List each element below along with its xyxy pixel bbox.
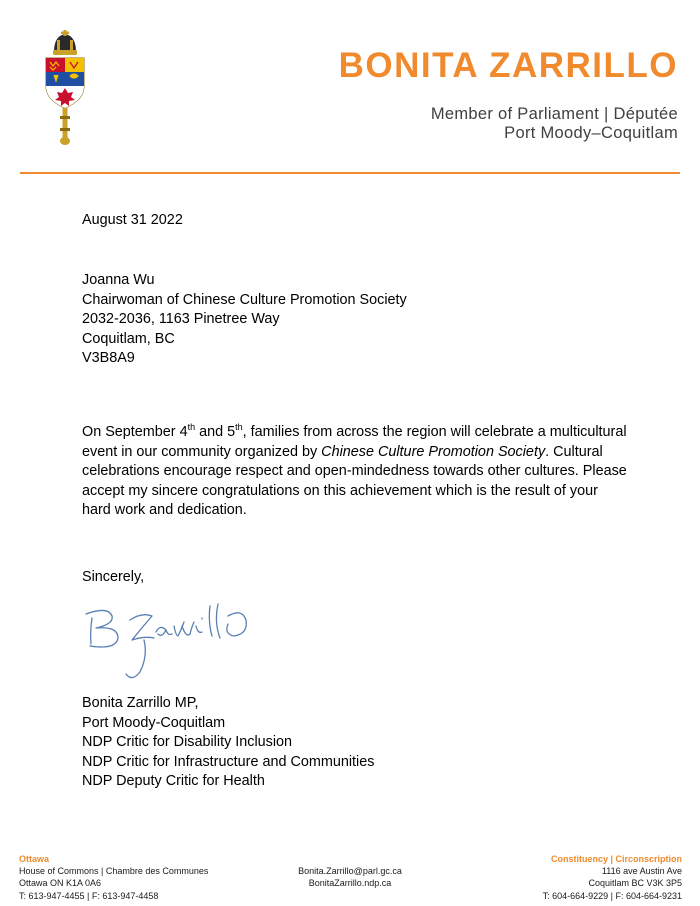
footer-constituency-line: Coquitlam BC V3K 3P5 (588, 878, 682, 889)
body-text: . Cultural celebrations encourage respect and open-mindedness towards other cultures. Please accept my sincere congratulations on this achievement which is the result of your hard work and dedication. (82, 443, 627, 518)
body-superscript: th (235, 422, 243, 433)
footer-ottawa-phone: T: 613-947-4455 | F: 613-947-4458 (19, 890, 159, 901)
signatory-name: Bonita Zarrillo MP, (82, 695, 199, 711)
signatory-critic-role: NDP Deputy Critic for Health (82, 773, 265, 789)
footer-ottawa-line: Ottawa ON K1A 0A6 (19, 878, 102, 889)
recipient-address (82, 271, 622, 369)
recipient-name: Joanna Wu (82, 272, 155, 288)
closing-block (82, 694, 622, 792)
body-text: , families from across the region will celebrate a multicultural event in our community organized by (82, 424, 627, 460)
recipient-postal: V3B8A9 (82, 350, 135, 366)
header-divider (20, 172, 680, 174)
footer-ottawa-heading: Ottawa (19, 854, 50, 864)
footer-constituency-heading: Constituency | Circonscription (550, 854, 682, 864)
signatory-critic-role: NDP Critic for Infrastructure and Communities (82, 753, 375, 770)
signatory-critic-role: NDP Critic for Disability Inclusion (82, 734, 293, 750)
body-text: On September 4 (82, 424, 188, 440)
mp-riding-line: Port Moody–Coquitlam (504, 124, 678, 142)
recipient-role: Chairwoman of Chinese Culture Promotion Society (82, 291, 407, 308)
organization-name: Chinese Culture Promotion Society (321, 443, 546, 460)
footer-constituency-line: 1116 ave Austin Ave (601, 866, 682, 877)
mp-name-heading: BONITA ZARRILLO (338, 46, 678, 85)
footer-constituency-office (543, 853, 682, 902)
signoff: Sincerely, (82, 569, 145, 585)
body-superscript: th (187, 422, 196, 433)
footer-email-link[interactable]: Bonita.Zarrillo@parl.gc.ca (298, 866, 402, 876)
letter-date: August 31 2022 (82, 212, 183, 228)
footer-website-link[interactable]: BonitaZarrillo.ndp.ca (308, 878, 392, 889)
body-text: and 5 (195, 424, 236, 440)
mp-title-line: Member of Parliament | Députée (430, 105, 678, 123)
recipient-city: Coquitlam, BC (82, 330, 175, 347)
handwritten-signature-icon (78, 596, 308, 688)
footer-ottawa-line: House of Commons | Chambre des Communes (19, 866, 209, 877)
letter-body (82, 423, 627, 521)
recipient-street: 2032-2036, 1163 Pinetree Way (82, 311, 280, 327)
canada-house-of-commons-crest-icon (40, 30, 90, 146)
signatory-riding: Port Moody-Coquitlam (82, 714, 226, 731)
footer-contact (250, 865, 450, 889)
footer-ottawa-office (19, 853, 208, 902)
footer-constituency-phone: T: 604-664-9229 | F: 604-664-9231 (542, 890, 682, 901)
